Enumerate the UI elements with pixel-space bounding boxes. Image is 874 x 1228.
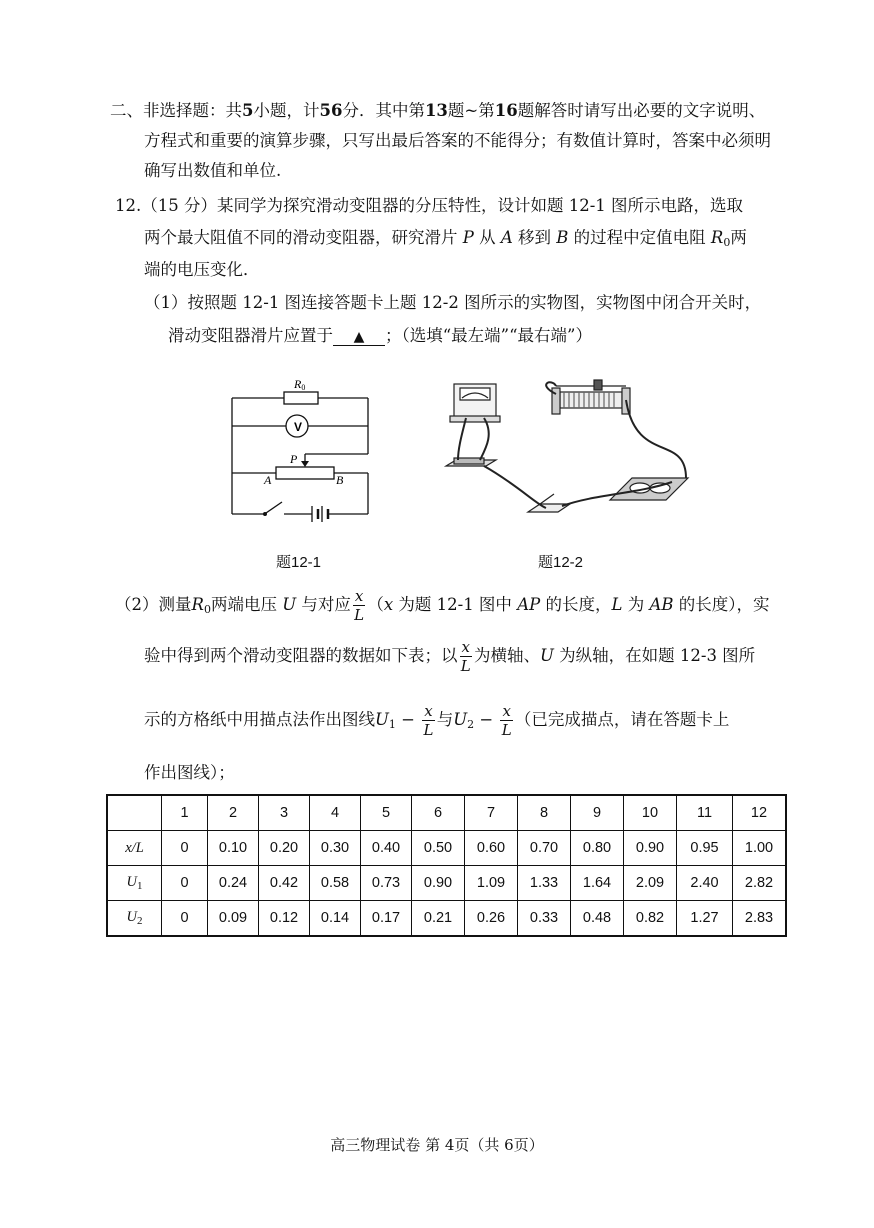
p-label: P xyxy=(290,452,298,466)
fraction-x-over-l: $\frac{x}{L}$ xyxy=(423,702,434,739)
header-cell: 4 xyxy=(310,795,361,831)
table-cell: 0.10 xyxy=(208,831,259,866)
table-cell: 0 xyxy=(162,901,208,937)
fig1-caption: 题12-1 xyxy=(276,554,322,571)
table-cell: 1.09 xyxy=(465,866,518,901)
table-cell: 0.12 xyxy=(259,901,310,937)
table-cell: 0.24 xyxy=(208,866,259,901)
table-cell: 0.26 xyxy=(465,901,518,937)
fraction-x-over-l: $\frac{x}{L}$ xyxy=(460,638,471,675)
r0-label: R0 xyxy=(294,377,306,392)
q12-part2-line-4: 作出图线）； xyxy=(144,763,235,782)
table-cell: 0.40 xyxy=(361,831,412,866)
table-cell: 0.58 xyxy=(310,866,361,901)
header-cell: 1 xyxy=(162,795,208,831)
table-cell: 0 xyxy=(162,866,208,901)
q12-part2-line-3: 示的方格纸中用描点法作出图线$U_1$ − $\frac{x}{L}$ 与$U_2$ − $\frac{x}{L}$ （已完成描点，请在答题卡上 xyxy=(144,702,730,739)
total-score: 56 xyxy=(319,101,343,120)
header-cell: 2 xyxy=(208,795,259,831)
row-label: $U_2$ xyxy=(107,901,162,937)
fig2-caption: 题12-2 xyxy=(538,554,584,571)
header-cell: 10 xyxy=(624,795,677,831)
header-cell: 6 xyxy=(412,795,465,831)
header-cell: 12 xyxy=(733,795,787,831)
q12-part2-line-2: 验中得到两个滑动变阻器的数据如下表；以 $\frac{x}{L}$ 为横轴、U 为纵轴，在如题 12-3 图所 xyxy=(144,638,756,675)
table-cell: 0.14 xyxy=(310,901,361,937)
header-cell: 3 xyxy=(259,795,310,831)
table-cell: 0.17 xyxy=(361,901,412,937)
answer-blank[interactable]: ▲ xyxy=(333,329,385,346)
q12-part2-line-1: （2）测量$R_0$两端电压 U 与对应 $\frac{x}{L}$ （x 为题 12-1 图中 AP 的长度，L 为 AB 的长度），实 xyxy=(115,587,770,624)
a-label: A xyxy=(264,473,272,487)
q12-part1-line-1: （1）按照题 12-1 图连接答题卡上题 12-2 图所示的实物图，实物图中闭合开关时， xyxy=(144,293,762,312)
voltmeter-label: V xyxy=(293,420,303,434)
apparatus-picture xyxy=(436,374,698,524)
table-cell: 1.33 xyxy=(518,866,571,901)
q12-part1-line-2: 滑动变阻器滑片应置于 ▲ ；（选填“最左端”“最右端”） xyxy=(168,326,592,345)
header-cell: 7 xyxy=(465,795,518,831)
table-cell: 0.82 xyxy=(624,901,677,937)
table-cell: 0.95 xyxy=(677,831,733,866)
table-row xyxy=(107,866,786,901)
page-footer: 高三物理试卷 第 4页（共 6页） xyxy=(330,1136,544,1154)
b-label: B xyxy=(336,473,344,487)
table-row xyxy=(107,901,786,937)
table-row xyxy=(107,831,786,866)
header-cell: 8 xyxy=(518,795,571,831)
table-cell: 1.64 xyxy=(571,866,624,901)
data-table xyxy=(106,794,787,937)
table-cell: 2.09 xyxy=(624,866,677,901)
table-cell: 0.90 xyxy=(624,831,677,866)
table-header-row xyxy=(107,795,786,831)
table-cell: 1.00 xyxy=(733,831,787,866)
row-label: x/L xyxy=(107,831,162,866)
table-cell: 0.90 xyxy=(412,866,465,901)
section-line-3: 确写出数值和单位. xyxy=(144,161,282,180)
table-cell: 0.73 xyxy=(361,866,412,901)
q12-line-3: 端的电压变化． xyxy=(144,260,260,279)
table-cell: 0 xyxy=(162,831,208,866)
table-cell: 0.50 xyxy=(412,831,465,866)
table-cell: 0.70 xyxy=(518,831,571,866)
header-cell: 11 xyxy=(677,795,733,831)
question-count: 5 xyxy=(242,101,254,120)
table-cell: 0.48 xyxy=(571,901,624,937)
table-cell: 2.83 xyxy=(733,901,787,937)
table-cell: 2.82 xyxy=(733,866,787,901)
header-cell: 9 xyxy=(571,795,624,831)
q12-line-1: 12.（15 分）某同学为探究滑动变阻器的分压特性，设计如题 12-1 图所示电路，选取 xyxy=(115,196,744,215)
table-cell: 0.20 xyxy=(259,831,310,866)
table-cell: 0.09 xyxy=(208,901,259,937)
section-line-1: 二、非选择题：共5小题，计56分．其中第13题~第16题解答时请写出必要的文字说明、 xyxy=(110,101,766,120)
header-cell: 5 xyxy=(361,795,412,831)
table-cell: 0.80 xyxy=(571,831,624,866)
table-cell: 0.60 xyxy=(465,831,518,866)
section-line-2: 方程式和重要的演算步骤，只写出最后答案的不能得分；有数值计算时，答案中必须明 xyxy=(144,131,771,150)
q12-line-2: 两个最大阻值不同的滑动变阻器，研究滑片 P 从 A 移到 B 的过程中定值电阻 $R_0$两 xyxy=(144,228,747,249)
table-cell: 0.21 xyxy=(412,901,465,937)
row-label: $U_1$ xyxy=(107,866,162,901)
header-cell xyxy=(107,795,162,831)
table-cell: 0.42 xyxy=(259,866,310,901)
table-cell: 0.33 xyxy=(518,901,571,937)
fraction-x-over-l: $\frac{x}{L}$ xyxy=(354,587,365,624)
fraction-x-over-l: $\frac{x}{L}$ xyxy=(501,702,512,739)
table-cell: 1.27 xyxy=(677,901,733,937)
circuit-diagram xyxy=(222,370,382,530)
table-cell: 0.30 xyxy=(310,831,361,866)
table-cell: 2.40 xyxy=(677,866,733,901)
